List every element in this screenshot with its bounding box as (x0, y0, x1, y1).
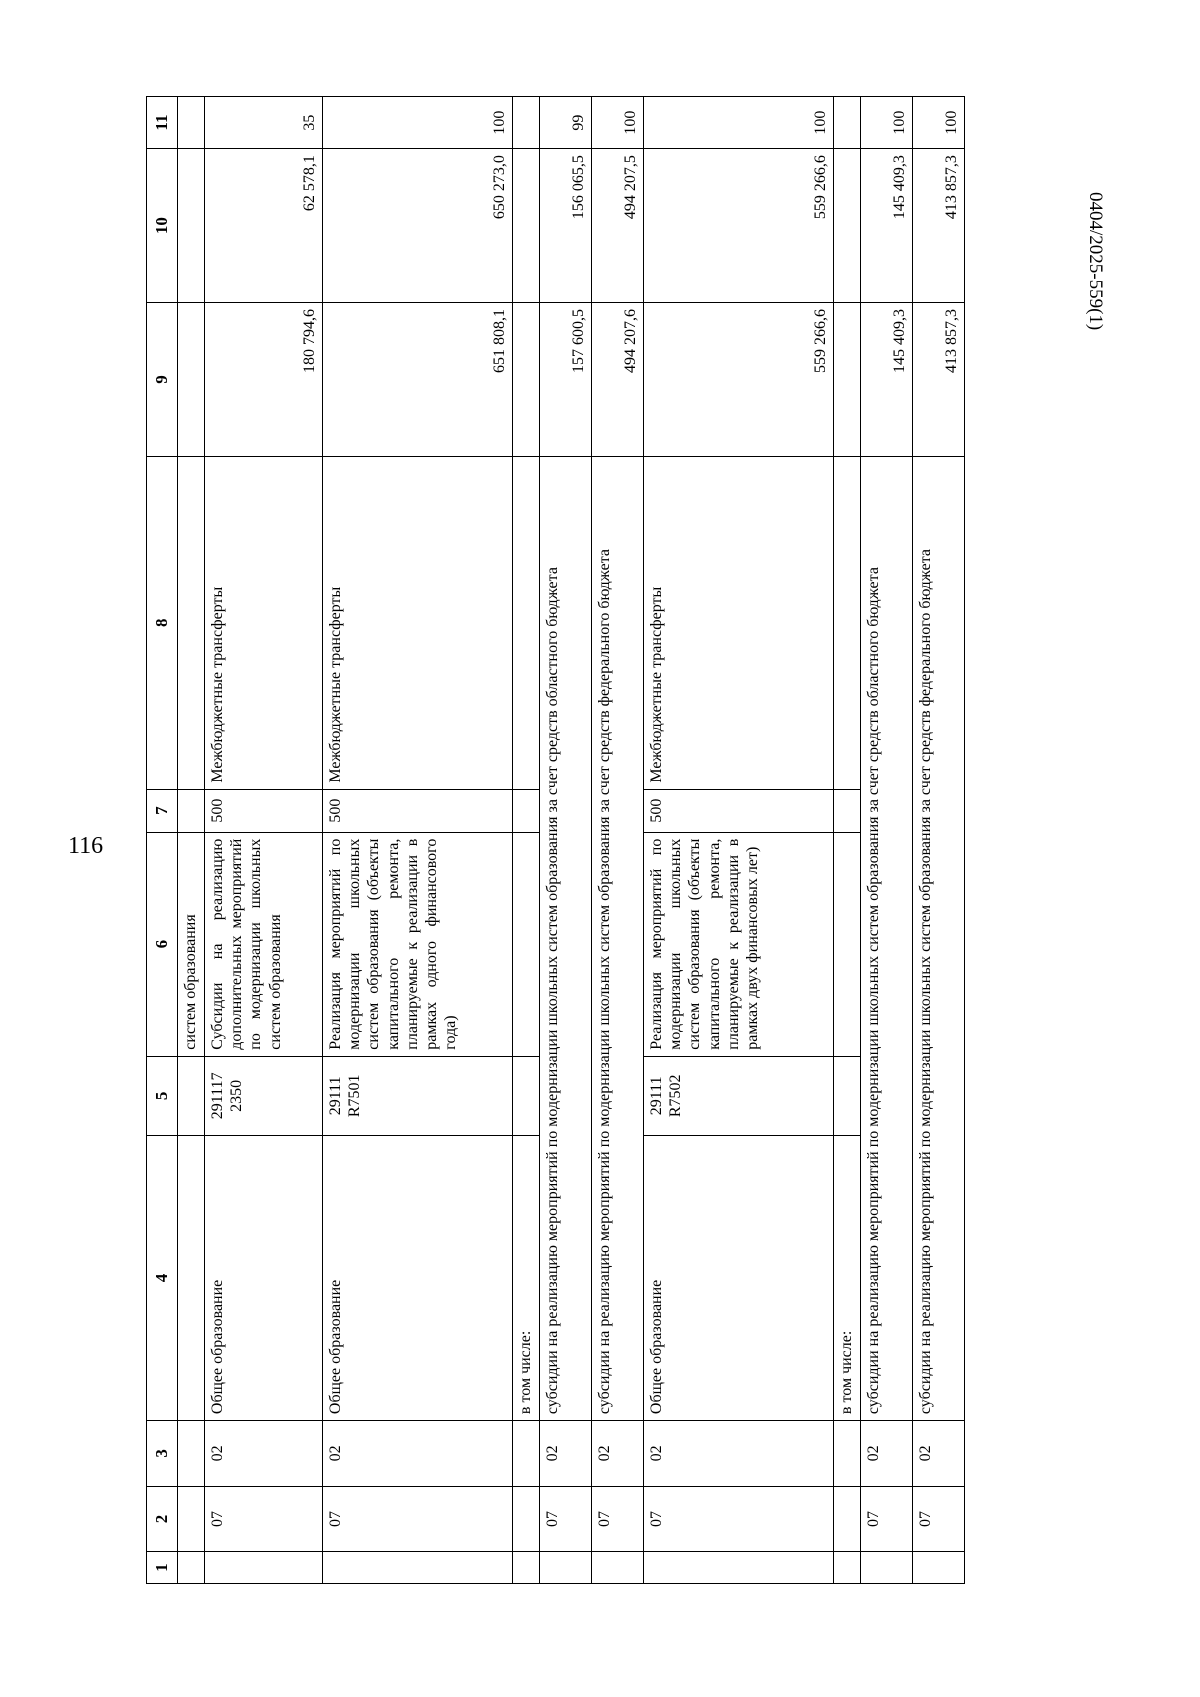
cell-executed: 413 857,3 (913, 149, 965, 303)
cell-planned: 157 600,5 (540, 303, 592, 457)
cell-name: Общее образование (323, 1135, 513, 1420)
table-row (205, 97, 323, 1584)
cell-subsection: 02 (540, 1421, 592, 1487)
cell-subsection: 02 (592, 1421, 644, 1487)
column-number: 2 (147, 1486, 178, 1552)
cell-expense-type: 500 (644, 789, 834, 832)
column-number: 11 (147, 97, 178, 149)
cell-expense-name: Межбюджетные трансферты (644, 456, 834, 789)
cell-description: Реализация мероприятий по модернизации школьных систем образования (объекты капитального ремонта, планируемые к реализации в рамках одного финансового года) (323, 832, 513, 1056)
cell-percent: 99 (540, 97, 592, 149)
cell-executed: 145 409,3 (861, 149, 913, 303)
cell-section: 07 (592, 1486, 644, 1552)
cell-subsidy-text: субсидии на реализацию мероприятий по модернизации школьных систем образования за счет средств федерального бюджета (592, 456, 644, 1420)
cell-name: Общее образование (644, 1135, 834, 1420)
column-number: 1 (147, 1552, 178, 1584)
cell-including-label: в том числе: (513, 1135, 540, 1420)
cell-planned: 145 409,3 (861, 303, 913, 457)
document-code: 0404/2025-559(1) (1085, 192, 1106, 331)
cell-target-code: 29111 R7501 (323, 1056, 513, 1135)
cell-executed: 650 273,0 (323, 149, 513, 303)
cell-planned: 413 857,3 (913, 303, 965, 457)
column-number: 3 (147, 1421, 178, 1487)
column-number: 5 (147, 1056, 178, 1135)
table-row (592, 97, 644, 1584)
table-row (861, 97, 913, 1584)
cell-executed: 559 266,6 (644, 149, 834, 303)
column-number: 6 (147, 832, 178, 1056)
column-number: 8 (147, 456, 178, 789)
cell-planned: 494 207,6 (592, 303, 644, 457)
cell-subsidy-text: субсидии на реализацию мероприятий по модернизации школьных систем образования за счет средств областного бюджета (861, 456, 913, 1420)
table-row (323, 97, 513, 1584)
column-number: 10 (147, 149, 178, 303)
cell-percent: 100 (913, 97, 965, 149)
cell-section: 07 (861, 1486, 913, 1552)
cell-executed: 156 065,5 (540, 149, 592, 303)
cell-description: систем образования (178, 832, 205, 1056)
page-number: 116 (68, 833, 104, 859)
column-number: 9 (147, 303, 178, 457)
cell-planned: 559 266,6 (644, 303, 834, 457)
cell-description: Реализация мероприятий по модернизации школьных систем образования (объекты капитального ремонта, планируемые к реализации в рамках двух финансовых лет) (644, 832, 834, 1056)
cell-subsidy-text: субсидии на реализацию мероприятий по модернизации школьных систем образования за счет средств областного бюджета (540, 456, 592, 1420)
table-row (644, 97, 834, 1584)
cell-executed: 494 207,5 (592, 149, 644, 303)
cell-percent: 100 (592, 97, 644, 149)
column-number-row (147, 97, 178, 1584)
column-number: 7 (147, 789, 178, 832)
cell-percent: 100 (323, 97, 513, 149)
cell-target-code: 291117 2350 (205, 1056, 323, 1135)
cell-subsection: 02 (205, 1421, 323, 1487)
cell-expense-name: Межбюджетные трансферты (323, 456, 513, 789)
table-row (513, 97, 540, 1584)
cell-description: Субсидии на реализацию дополнительных мероприятий по модернизации школьных систем образования (205, 832, 323, 1056)
cell-percent: 35 (205, 97, 323, 149)
cell-planned: 180 794,6 (205, 303, 323, 457)
cell-expense-type: 500 (205, 789, 323, 832)
cell-percent: 100 (644, 97, 834, 149)
cell-executed: 62 578,1 (205, 149, 323, 303)
cell-subsection: 02 (323, 1421, 513, 1487)
cell-subsection: 02 (861, 1421, 913, 1487)
cell-section: 07 (540, 1486, 592, 1552)
cell-subsidy-text: субсидии на реализацию мероприятий по модернизации школьных систем образования за счет средств федерального бюджета (913, 456, 965, 1420)
cell-including-label: в том числе: (834, 1135, 861, 1420)
table-row (540, 97, 592, 1584)
table-row (913, 97, 965, 1584)
rotated-table-container (146, 96, 1051, 1584)
cell-section: 07 (323, 1486, 513, 1552)
budget-table (146, 96, 965, 1584)
table-row (834, 97, 861, 1584)
table-row (178, 97, 205, 1584)
cell-target-code: 29111 R7502 (644, 1056, 834, 1135)
cell-expense-name: Межбюджетные трансферты (205, 456, 323, 789)
cell-subsection: 02 (644, 1421, 834, 1487)
cell-section: 07 (913, 1486, 965, 1552)
cell-section: 07 (205, 1486, 323, 1552)
cell-subsection: 02 (913, 1421, 965, 1487)
column-number: 4 (147, 1135, 178, 1420)
cell-expense-type: 500 (323, 789, 513, 832)
cell-name: Общее образование (205, 1135, 323, 1420)
cell-section: 07 (644, 1486, 834, 1552)
cell-percent: 100 (861, 97, 913, 149)
cell-planned: 651 808,1 (323, 303, 513, 457)
